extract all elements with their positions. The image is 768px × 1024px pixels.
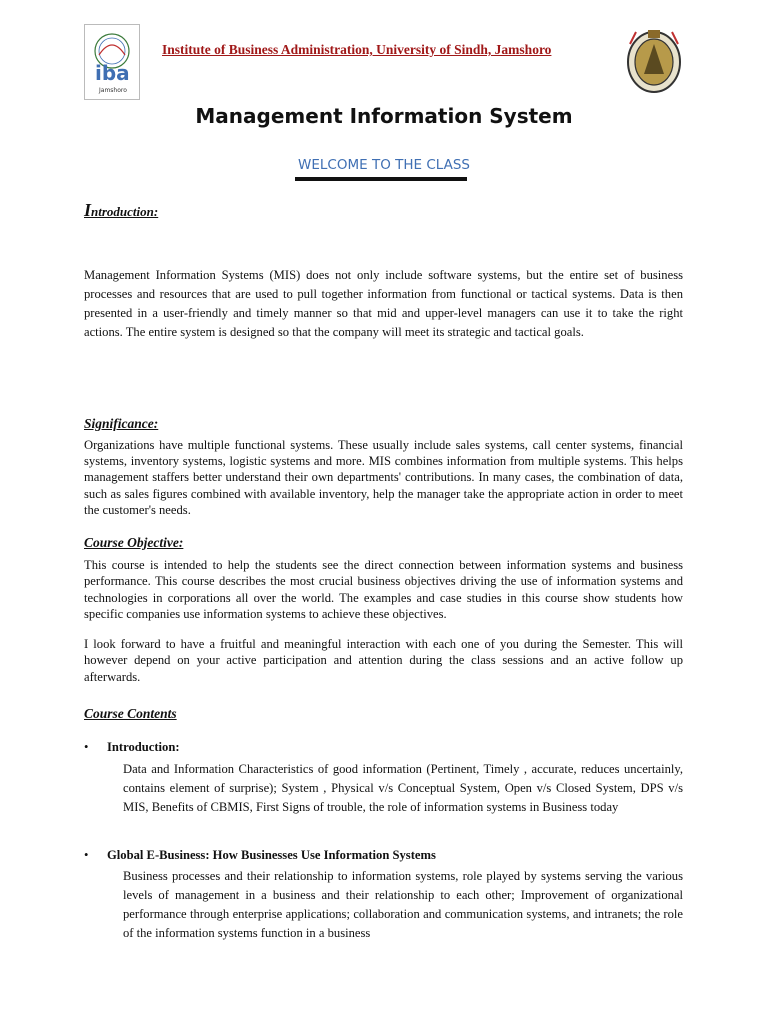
iba-logo	[84, 24, 140, 100]
list-item-description: Data and Information Characteristics of good information (Pertinent, Timely , accurate, reduces uncertainly, contains element of surprise); System , Physical v/s Conceptual System, Open v/s Closed System, DPS v/s MIS, Benefits of CBMIS, First Signs of trouble, the role of information systems in Business today	[123, 762, 683, 814]
institute-name: Institute of Business Administration, University of Sindh, Jamshoro	[162, 42, 552, 57]
list-item-title: Introduction:	[107, 740, 180, 754]
list-item-title: Global E-Business: How Businesses Use Information Systems	[107, 848, 436, 862]
course-objective-paragraph: This course is intended to help the students see the direct connection between information systems and business performance. This course describes the most crucial business objectives driving the use of information systems and technologies in corporations all over the world. The examples and case studies in this course show students how specific companies use information systems to achieve these objectives.	[84, 558, 683, 622]
introduction-heading-initial: I	[84, 200, 92, 220]
university-seal	[624, 24, 684, 96]
list-bullet: •	[84, 848, 89, 862]
introduction-paragraph: Management Information Systems (MIS) does not only include software systems, but the entire set of business processes and resources that are used to pull together information from functional or tactical systems. Data is then presented in a user-friendly and timely manner so that mid and upper-level managers can use it to take the right actions. The entire system is designed so that the company will meet its strategic and tactical goals.	[84, 268, 683, 339]
welcome-underline	[295, 177, 467, 181]
iba-logo-letters: iba	[95, 61, 130, 85]
significance-heading: Significance:	[84, 416, 159, 431]
welcome-heading: WELCOME TO THE CLASS	[298, 157, 470, 173]
university-seal-graphic	[624, 24, 684, 96]
introduction-heading-rest: ntroduction:	[91, 204, 159, 219]
closing-remarks-paragraph: I look forward to have a fruitful and meaningful interaction with each one of you during the Semester. This will however depend on your active participation and attention during the class sessions and an active follow up afterwards.	[84, 637, 683, 684]
significance-paragraph: Organizations have multiple functional systems. These usually include sales systems, call center systems, financial systems, inventory systems, logistic systems and more. MIS combines information from multiple systems. This helps management staffers better understand their own departments' contributions. In many cases, the combination of data, such as sales figures combined with available inventory, help the manager take the appropriate action in order to meet the customer's needs.	[84, 438, 683, 517]
document-title: Management Information System	[195, 104, 573, 128]
course-objective-heading: Course Objective:	[84, 535, 184, 550]
introduction-heading	[84, 200, 158, 221]
list-item-description: Business processes and their relationship to information systems, role played by systems serving the various levels of management in a business and their relationship to each other; Improvement of organizational performance through enterprise applications; collaboration and communication systems, and intranets; the role of the information systems function in a business	[123, 869, 683, 940]
iba-logo-subtext: Jamshoro	[99, 87, 127, 94]
course-contents-heading: Course Contents	[84, 706, 177, 721]
list-bullet: •	[84, 740, 89, 754]
